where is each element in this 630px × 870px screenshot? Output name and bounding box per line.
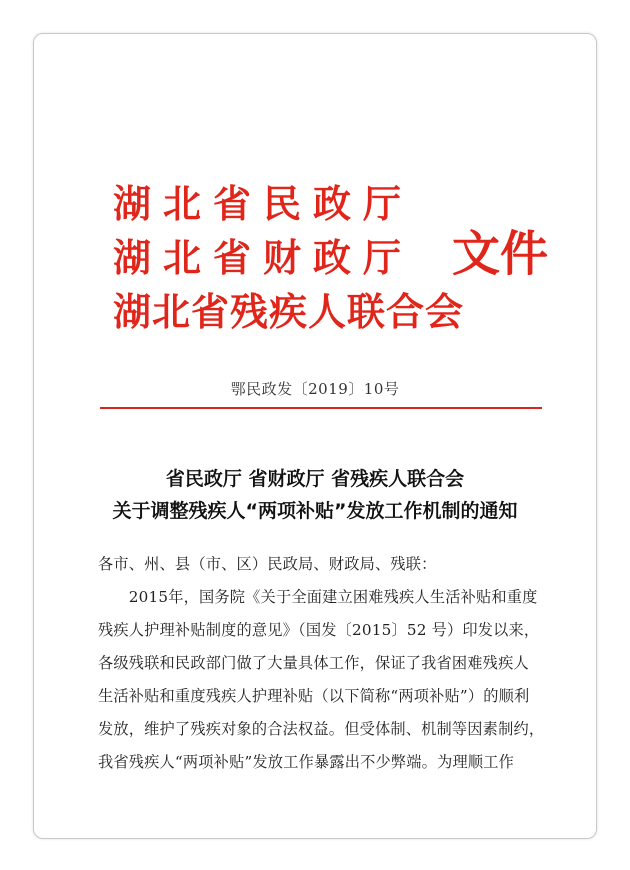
body-text — [98, 554, 544, 772]
body-line: 2015年，国务院《关于全面建立困难残疾人生活补贴和重度 — [98, 588, 538, 606]
document-page — [33, 33, 597, 839]
issuer-finance: 湖北省财政厅 — [113, 235, 414, 280]
red-divider — [100, 407, 542, 409]
body-line: 生活补贴和重度残疾人护理补贴（以下简称“两项补贴”）的顺利 — [98, 687, 530, 705]
notice-title-line1: 省民政厅 省财政厅 省残疾人联合会 — [165, 468, 465, 490]
issuer-disabled-federation: 湖北省残疾人联合会 — [113, 289, 465, 334]
body-line: 发放，维护了残疾对象的合法权益。但受体制、机制等因素制约， — [98, 720, 545, 738]
body-line: 我省残疾人“两项补贴”发放工作暴露出不少弊端。为理顺工作 — [98, 753, 515, 771]
salutation: 各市、州、县（市、区）民政局、财政局、残联： — [98, 555, 437, 573]
document-number: 鄂民政发〔2019〕10号 — [230, 380, 400, 398]
document-type-label: 文件 — [452, 226, 549, 282]
issuer-civil-affairs: 湖北省民政厅 — [113, 181, 414, 226]
body-line: 残疾人护理补贴制度的意见》（国发〔2015〕52 号）印发以来， — [98, 621, 540, 639]
body-line: 各级残联和民政部门做了大量具体工作，保证了我省困难残疾人 — [98, 654, 529, 672]
notice-title-line2: 关于调整残疾人“两项补贴”发放工作机制的通知 — [112, 500, 518, 522]
